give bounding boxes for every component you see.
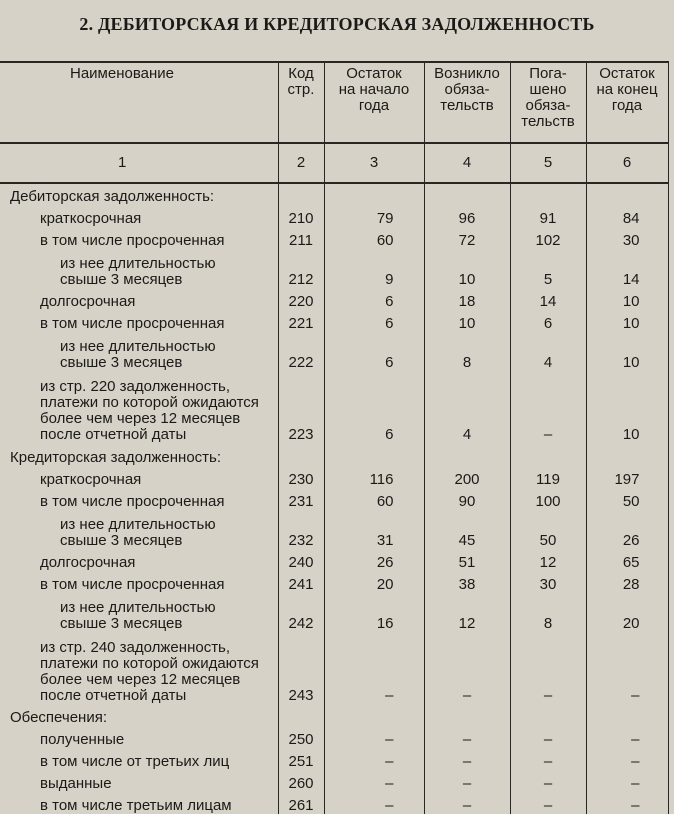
start-balance-cell: 116	[324, 466, 424, 488]
start-balance-cell: 6	[324, 310, 424, 332]
row-label-line: Обеспечения:	[10, 709, 108, 726]
repaid-cell	[510, 183, 586, 205]
start-balance-cell: –	[324, 632, 424, 704]
end-balance-cell: 65	[586, 549, 668, 571]
arisen-cell	[424, 183, 510, 205]
repaid-cell: 5	[510, 249, 586, 288]
debt-table	[0, 61, 669, 814]
row-label-line: в том числе просроченная	[40, 315, 225, 332]
row-label	[0, 488, 278, 510]
row-code: 243	[278, 632, 324, 704]
arisen-cell: –	[424, 726, 510, 748]
table-row	[0, 510, 668, 549]
row-label-line: из стр. 220 задолженность,	[40, 378, 231, 395]
table-row	[0, 310, 668, 332]
header-start-balance: Остаток на начало года	[324, 62, 424, 143]
start-balance-cell: –	[324, 748, 424, 770]
end-balance-cell: 14	[586, 249, 668, 288]
arisen-cell: –	[424, 748, 510, 770]
header-repaid: Пога- шено обяза- тельств	[510, 62, 586, 143]
arisen-cell: 51	[424, 549, 510, 571]
row-code: 210	[278, 205, 324, 227]
table-row	[0, 288, 668, 310]
row-label	[0, 632, 278, 704]
header-end-balance: Остаток на конец года	[586, 62, 668, 143]
row-label	[0, 310, 278, 332]
end-balance-cell: 197	[586, 466, 668, 488]
repaid-cell: –	[510, 371, 586, 443]
row-code: 231	[278, 488, 324, 510]
table-row	[0, 632, 668, 704]
table-row	[0, 466, 668, 488]
row-label	[0, 748, 278, 770]
row-label	[0, 371, 278, 443]
header-arisen: Возникло обяза- тельств	[424, 62, 510, 143]
repaid-cell	[510, 704, 586, 726]
repaid-cell	[510, 443, 586, 466]
row-label-line: из стр. 240 задолженность,	[40, 639, 231, 656]
table-row	[0, 488, 668, 510]
row-code: 232	[278, 510, 324, 549]
row-label-line: в том числе от третьих лиц	[40, 753, 230, 770]
arisen-cell: 10	[424, 249, 510, 288]
row-label-line: из нее длительностью	[60, 516, 216, 533]
end-balance-cell: 50	[586, 488, 668, 510]
row-label-line: свыше 3 месяцев	[60, 532, 183, 549]
arisen-cell: –	[424, 770, 510, 792]
table-row	[0, 571, 668, 593]
row-label-line: после отчетной даты	[40, 687, 187, 704]
row-code	[278, 704, 324, 726]
row-label-line: краткосрочная	[40, 471, 142, 488]
table-row	[0, 726, 668, 748]
row-code: 220	[278, 288, 324, 310]
row-label	[0, 288, 278, 310]
row-label-line: из нее длительностью	[60, 255, 216, 272]
row-label-line: долгосрочная	[40, 554, 136, 571]
row-code	[278, 443, 324, 466]
row-label-line: платежи по которой ожидаются	[40, 655, 259, 672]
arisen-cell	[424, 704, 510, 726]
row-label-line: платежи по которой ожидаются	[40, 394, 259, 411]
row-label-line: полученные	[40, 731, 125, 748]
arisen-cell: 10	[424, 310, 510, 332]
arisen-cell: 4	[424, 371, 510, 443]
table-row	[0, 549, 668, 571]
start-balance-cell: –	[324, 726, 424, 748]
start-balance-cell: –	[324, 792, 424, 814]
end-balance-cell: –	[586, 726, 668, 748]
row-label	[0, 571, 278, 593]
repaid-cell: 8	[510, 593, 586, 632]
column-number: 6	[586, 143, 668, 183]
table-row	[0, 748, 668, 770]
repaid-cell: 119	[510, 466, 586, 488]
end-balance-cell: –	[586, 632, 668, 704]
table-row	[0, 183, 668, 205]
end-balance-cell: 20	[586, 593, 668, 632]
row-label	[0, 466, 278, 488]
column-number: 5	[510, 143, 586, 183]
table-row	[0, 227, 668, 249]
row-code: 261	[278, 792, 324, 814]
row-label-line: Дебиторская задолженность:	[10, 188, 215, 205]
repaid-cell: 91	[510, 205, 586, 227]
row-code: 242	[278, 593, 324, 632]
start-balance-cell: 60	[324, 227, 424, 249]
page-title: 2. ДЕБИТОРСКАЯ И КРЕДИТОРСКАЯ ЗАДОЛЖЕННОСТЬ	[79, 14, 595, 34]
row-label-line: долгосрочная	[40, 293, 136, 310]
column-number: 4	[424, 143, 510, 183]
arisen-cell: 18	[424, 288, 510, 310]
row-label-line: более чем через 12 месяцев	[40, 671, 241, 688]
repaid-cell: 12	[510, 549, 586, 571]
end-balance-cell: 28	[586, 571, 668, 593]
row-label	[0, 726, 278, 748]
start-balance-cell: 9	[324, 249, 424, 288]
row-label-line: в том числе третьим лицам	[40, 797, 232, 814]
end-balance-cell: 10	[586, 332, 668, 371]
row-label-line: Кредиторская задолженность:	[10, 449, 222, 466]
column-numbers-row	[0, 143, 668, 183]
table-row	[0, 332, 668, 371]
table-row	[0, 371, 668, 443]
arisen-cell: 12	[424, 593, 510, 632]
end-balance-cell: 10	[586, 371, 668, 443]
table-row	[0, 249, 668, 288]
repaid-cell: 14	[510, 288, 586, 310]
start-balance-cell: 79	[324, 205, 424, 227]
start-balance-cell: –	[324, 770, 424, 792]
row-code: 222	[278, 332, 324, 371]
repaid-cell: 102	[510, 227, 586, 249]
repaid-cell: –	[510, 726, 586, 748]
table-row	[0, 205, 668, 227]
start-balance-cell: 6	[324, 288, 424, 310]
row-label-line: в том числе просроченная	[40, 576, 225, 593]
start-balance-cell	[324, 183, 424, 205]
row-label-line: свыше 3 месяцев	[60, 615, 183, 632]
start-balance-cell: 6	[324, 371, 424, 443]
start-balance-cell: 31	[324, 510, 424, 549]
row-label-line: из нее длительностью	[60, 338, 216, 355]
repaid-cell: 6	[510, 310, 586, 332]
end-balance-cell	[586, 183, 668, 205]
start-balance-cell: 16	[324, 593, 424, 632]
row-code: 211	[278, 227, 324, 249]
repaid-cell: –	[510, 792, 586, 814]
table-row	[0, 770, 668, 792]
table-body	[0, 183, 668, 814]
end-balance-cell: 10	[586, 310, 668, 332]
repaid-cell: –	[510, 770, 586, 792]
start-balance-cell: 60	[324, 488, 424, 510]
table-row	[0, 704, 668, 726]
row-label-line: из нее длительностью	[60, 599, 216, 616]
header-row	[0, 62, 668, 143]
row-code: 212	[278, 249, 324, 288]
row-label	[0, 770, 278, 792]
section-heading	[0, 183, 278, 205]
repaid-cell: –	[510, 632, 586, 704]
end-balance-cell: 30	[586, 227, 668, 249]
column-number: 1	[0, 143, 278, 183]
row-code: 250	[278, 726, 324, 748]
row-label	[0, 792, 278, 814]
table-row	[0, 792, 668, 814]
header-name: Наименование	[0, 62, 278, 143]
row-code: 251	[278, 748, 324, 770]
table-row	[0, 443, 668, 466]
row-code: 223	[278, 371, 324, 443]
end-balance-cell: –	[586, 770, 668, 792]
start-balance-cell	[324, 704, 424, 726]
repaid-cell: 50	[510, 510, 586, 549]
start-balance-cell: 26	[324, 549, 424, 571]
repaid-cell: 100	[510, 488, 586, 510]
row-label-line: свыше 3 месяцев	[60, 271, 183, 288]
start-balance-cell: 20	[324, 571, 424, 593]
end-balance-cell: 26	[586, 510, 668, 549]
end-balance-cell: 84	[586, 205, 668, 227]
arisen-cell: 90	[424, 488, 510, 510]
arisen-cell: 72	[424, 227, 510, 249]
arisen-cell: 38	[424, 571, 510, 593]
row-label-line: после отчетной даты	[40, 426, 187, 443]
row-code: 230	[278, 466, 324, 488]
arisen-cell: –	[424, 792, 510, 814]
repaid-cell: 4	[510, 332, 586, 371]
row-label-line: в том числе просроченная	[40, 232, 225, 249]
section-heading	[0, 443, 278, 466]
row-label-line: более чем через 12 месяцев	[40, 410, 241, 427]
arisen-cell: 200	[424, 466, 510, 488]
arisen-cell: –	[424, 632, 510, 704]
start-balance-cell: 6	[324, 332, 424, 371]
arisen-cell: 8	[424, 332, 510, 371]
header-code: Код стр.	[278, 62, 324, 143]
row-label	[0, 249, 278, 288]
row-label	[0, 205, 278, 227]
repaid-cell: 30	[510, 571, 586, 593]
row-code: 260	[278, 770, 324, 792]
arisen-cell: 96	[424, 205, 510, 227]
section-heading	[0, 704, 278, 726]
end-balance-cell: 10	[586, 288, 668, 310]
row-code: 241	[278, 571, 324, 593]
end-balance-cell	[586, 704, 668, 726]
row-label	[0, 332, 278, 371]
row-label-line: в том числе просроченная	[40, 493, 225, 510]
end-balance-cell: –	[586, 792, 668, 814]
end-balance-cell	[586, 443, 668, 466]
row-label-line: краткосрочная	[40, 210, 142, 227]
row-label	[0, 510, 278, 549]
column-number: 2	[278, 143, 324, 183]
table-row	[0, 593, 668, 632]
row-label	[0, 593, 278, 632]
start-balance-cell	[324, 443, 424, 466]
row-code: 221	[278, 310, 324, 332]
row-code	[278, 183, 324, 205]
row-label-line: выданные	[40, 775, 112, 792]
row-label-line: свыше 3 месяцев	[60, 354, 183, 371]
row-label	[0, 227, 278, 249]
row-code: 240	[278, 549, 324, 571]
row-label	[0, 549, 278, 571]
arisen-cell	[424, 443, 510, 466]
column-number: 3	[324, 143, 424, 183]
arisen-cell: 45	[424, 510, 510, 549]
repaid-cell: –	[510, 748, 586, 770]
end-balance-cell: –	[586, 748, 668, 770]
